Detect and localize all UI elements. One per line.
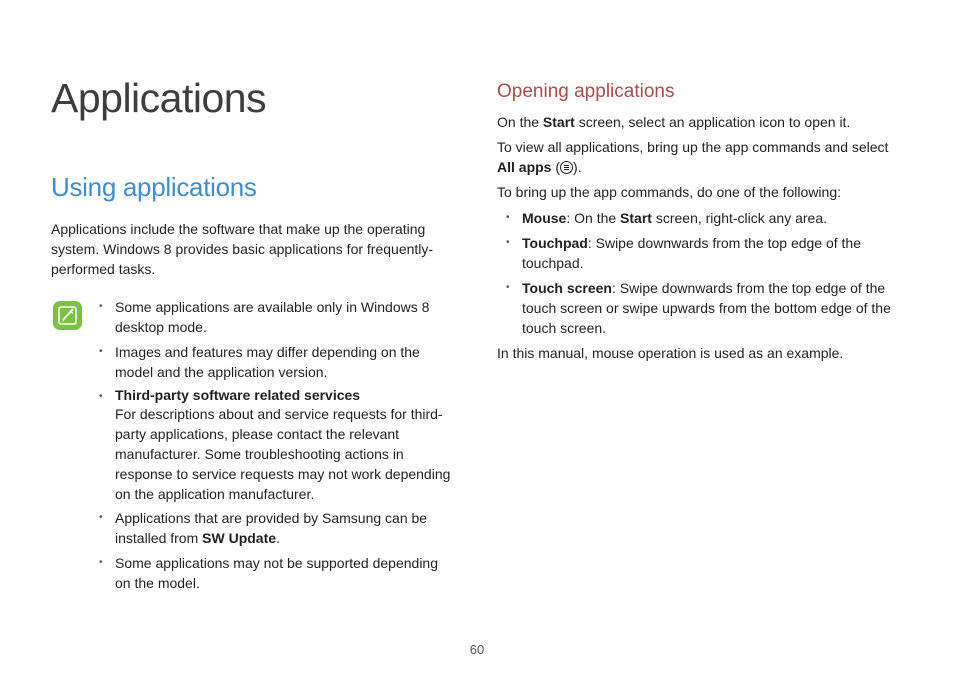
page-title: Applications (51, 75, 267, 121)
using-applications-section (51, 172, 451, 598)
mouse-label: Mouse (522, 210, 567, 226)
list-item (522, 233, 897, 273)
list-text: : Swipe downwards from the top edge of the touchpad. (522, 235, 862, 271)
paragraph-text: To view all applications, bring up the app commands and select (497, 139, 889, 155)
section-heading: Using applications (51, 172, 257, 202)
touch-screen-label: Touch screen (522, 280, 612, 296)
touchpad-label: Touchpad (522, 235, 588, 251)
paragraph (497, 112, 897, 132)
note-item: • Images and features may differ depending on the model and the application version. (115, 342, 451, 382)
paragraph-text: screen, select an application icon to open it. (574, 114, 851, 130)
list-item (522, 208, 897, 228)
list-text: : Swipe downwards from the top edge of the touch screen or swipe upwards from the bottom edge of the touch screen. (522, 280, 891, 336)
note-item (115, 387, 451, 504)
all-apps-icon (560, 161, 573, 174)
note-item: • Some applications are available only in Windows 8 desktop mode. (115, 297, 451, 337)
note-text: Applications that are provided by Samsung can be installed from (115, 510, 428, 547)
all-apps-label: All apps (497, 159, 552, 175)
note-item: • Some applications may not be supported depending on the model. (115, 553, 451, 593)
sw-update-label: SW Update (202, 530, 277, 547)
list-text: : On the (566, 210, 621, 226)
start-label: Start (542, 114, 575, 130)
paragraph-text: ). (573, 159, 582, 175)
paragraph: To bring up the app commands, do one of the following: (497, 184, 841, 200)
opening-applications-section (497, 80, 897, 363)
intro-paragraph: Applications include the software that make up the operating system. Windows 8 provides basic applications for frequently-performed tasks. (51, 221, 434, 278)
paragraph-text: ( (551, 159, 561, 175)
note-block (51, 297, 451, 593)
list-text: screen, right-click any area. (651, 210, 828, 226)
paragraph: In this manual, mouse operation is used as an example. (497, 345, 844, 361)
paragraph-text: On the (497, 114, 543, 130)
subsection-heading: Opening applications (497, 81, 675, 102)
start-label: Start (620, 210, 652, 226)
note-text: . (276, 530, 280, 547)
note-pencil-icon (53, 301, 82, 330)
note-text: For descriptions about and service requests for third-party applications, please contact the relevant manufacturer. Some troubleshooting actions in response to service requests may not work depending on the application manufacturer. (115, 406, 451, 503)
list-item (522, 278, 897, 338)
command-list (497, 208, 897, 338)
note-list (115, 297, 451, 593)
paragraph (497, 137, 897, 177)
page-number: 60 (469, 642, 485, 657)
note-subtitle: • Third-party software related services (115, 387, 361, 404)
note-item (115, 508, 451, 548)
